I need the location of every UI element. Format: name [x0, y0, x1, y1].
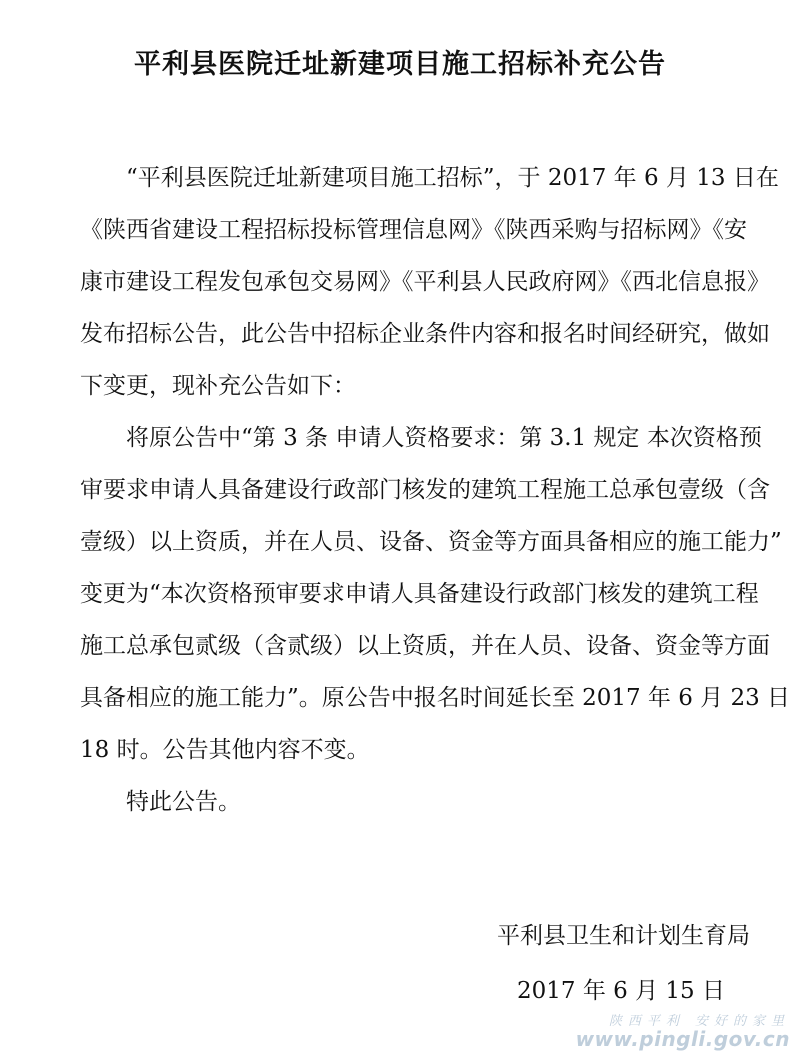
paragraph-2-line: 具备相应的施工能力”。原公告中报名时间延长至 2017 年 6 月 23 日 [80, 685, 791, 711]
watermark-slogan: 陕西平利 安好的家里 [608, 1014, 790, 1030]
paragraph-1-line: “平利县医院迁址新建项目施工招标”，于 2017 年 6 月 13 日在 [126, 165, 779, 191]
paragraph-2-line: 将原公告中“第 3 条 申请人资格要求：第 3.1 规定 本次资格预 [126, 425, 762, 451]
closing-statement: 特此公告。 [126, 789, 241, 815]
notice-body [80, 152, 791, 828]
site-watermark [576, 1015, 790, 1050]
paragraph-1-line: 《陕西省建设工程招标投标管理信息网》《陕西采购与招标网》《安 [80, 217, 747, 243]
paragraph-2-line: 壹级）以上资质，并在人员、设备、资金等方面具备相应的施工能力” [80, 529, 782, 555]
paragraph-1-line: 康市建设工程发包承包交易网》《平利县人民政府网》《西北信息报》 [80, 269, 770, 295]
document-title: 平利县医院迁址新建项目施工招标补充公告 [134, 49, 666, 80]
signature-organization: 平利县卫生和计划生育局 [497, 923, 750, 949]
paragraph-2-line: 审要求申请人具备建设行政部门核发的建筑工程施工总承包壹级（含 [80, 477, 770, 503]
paragraph-2-line: 18 时。公告其他内容不变。 [80, 737, 370, 763]
paragraph-1-line: 下变更，现补充公告如下： [80, 373, 356, 399]
paragraph-2-line: 变更为“本次资格预审要求申请人具备建设行政部门核发的建筑工程 [80, 581, 759, 607]
watermark-url: www.pingli.gov.cn [575, 1027, 790, 1051]
paragraph-1-line: 发布招标公告，此公告中招标企业条件内容和报名时间经研究，做如 [80, 321, 770, 347]
signature-date: 2017 年 6 月 15 日 [517, 978, 725, 1004]
paragraph-2-line: 施工总承包贰级（含贰级）以上资质，并在人员、设备、资金等方面 [80, 633, 770, 659]
